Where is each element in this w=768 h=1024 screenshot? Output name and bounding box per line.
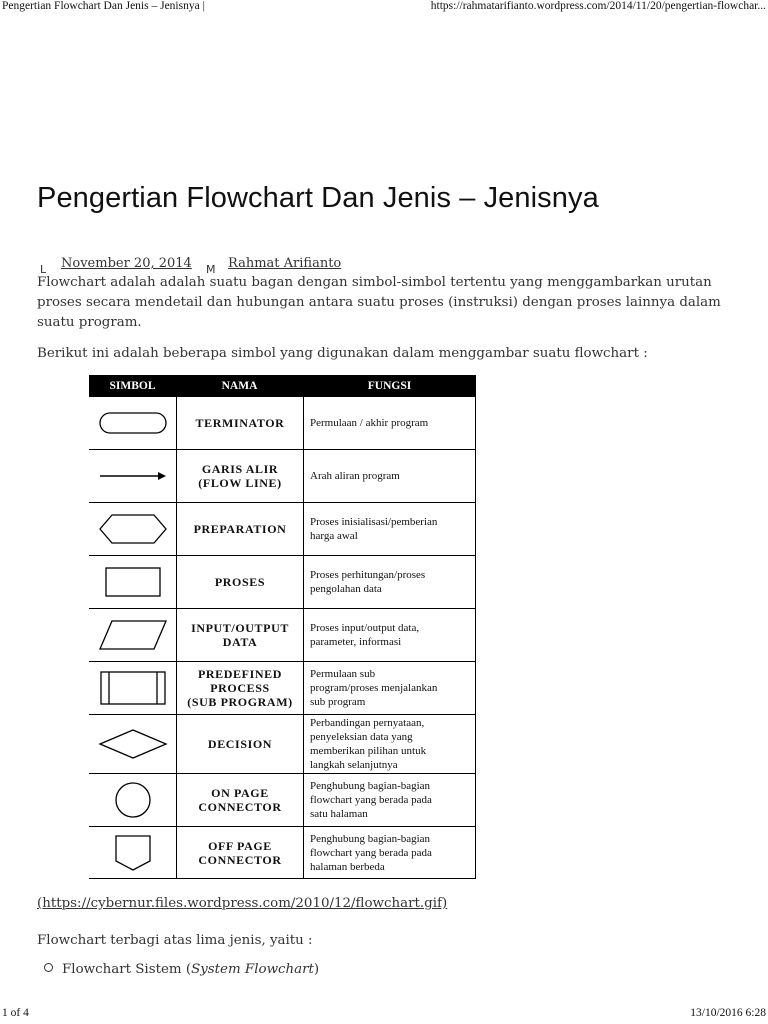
symbol-name: PREDEFINED PROCESS (SUB PROGRAM) [176,662,304,714]
symbol-name: OFF PAGE CONNECTOR [176,827,304,878]
table-row [89,397,476,450]
symbol-name: GARIS ALIR (FLOW LINE) [176,450,304,502]
off-page-connector-icon [89,827,176,878]
table-row [89,503,476,556]
table-row [89,662,476,715]
symbol-function: Proses inisialisasi/pemberian harga awal [304,503,476,555]
page-counter: 1 of 4 [2,1007,29,1019]
list-item [44,962,319,977]
print-footer [0,1007,768,1023]
table-row [89,827,476,879]
print-header-title: Pengertian Flowchart Dan Jenis – Jenisnya | [2,0,205,12]
list-item-close: ) [313,962,320,977]
decision-icon [89,715,176,773]
list-item-emphasis: System Flowchart [191,962,314,977]
symbol-function: Penghubung bagian-bagian flowchart yang berada pada satu halaman [304,774,476,826]
flow-line-icon [89,450,176,502]
author-icon: M [206,263,216,276]
symbol-function: Proses input/output data, parameter, informasi [304,609,476,661]
lead-paragraph: Berikut ini adalah beberapa simbol yang digunakan dalam menggambar suatu flowchart : [37,346,648,361]
table-header [89,375,476,397]
types-paragraph: Flowchart terbagi atas lima jenis, yaitu : [37,933,313,948]
symbol-name: PROSES [176,556,304,608]
table-row [89,450,476,503]
symbol-name: PREPARATION [176,503,304,555]
symbol-function: Permulaan sub program/proses menjalankan sub program [304,662,476,714]
author-link[interactable]: Rahmat Arifianto [228,256,342,271]
process-icon [89,556,176,608]
list-item-text: Flowchart Sistem ( [62,962,192,977]
on-page-connector-icon [89,774,176,826]
flowchart-symbols-table [89,375,476,879]
header-nama: NAMA [221,380,258,392]
table-row [89,774,476,827]
print-timestamp: 13/10/2016 6:28 [690,1007,766,1019]
symbol-name: INPUT/OUTPUT DATA [176,609,304,661]
symbol-function: Perbandingan pernyataan, penyeleksian data yang memberikan pilihan untuk langkah selanjutnya [304,715,476,773]
preparation-icon [89,503,176,555]
header-simbol: SIMBOL [109,380,156,392]
terminator-icon [89,397,176,449]
input-output-icon [89,609,176,661]
article-title: Pengertian Flowchart Dan Jenis – Jenisnya [37,182,599,214]
predefined-process-icon [89,662,176,714]
symbol-function: Penghubung bagian-bagian flowchart yang berada pada halaman berbeda [304,827,476,878]
post-date-link[interactable]: November 20, 2014 [61,256,192,271]
image-source-link[interactable]: (https://cybernur.files.wordpress.com/2010/12/flowchart.gif) [37,896,448,911]
header-fungsi: FUNGSI [367,380,412,392]
calendar-icon: L [40,263,47,276]
table-row [89,715,476,774]
table-row [89,609,476,662]
symbol-function: Permulaan / akhir program [304,397,476,449]
circle-bullet-icon [44,963,53,972]
print-header-url: https://rahmatarifianto.wordpress.com/2014/11/20/pengertian-flowchar... [430,0,766,12]
intro-paragraph: Flowchart adalah adalah suatu bagan dengan simbol-simbol tertentu yang menggambarkan urutan proses secara mendetail dan hubungan antara suatu proses (instruksi) dengan proses lainnya dalam suatu program. [37,275,721,330]
symbol-name: ON PAGE CONNECTOR [176,774,304,826]
symbol-name: TERMINATOR [176,397,304,449]
symbol-function: Arah aliran program [304,450,476,502]
table-row [89,556,476,609]
symbol-name: DECISION [176,715,304,773]
print-header [0,0,768,16]
symbol-function: Proses perhitungan/proses pengolahan data [304,556,476,608]
